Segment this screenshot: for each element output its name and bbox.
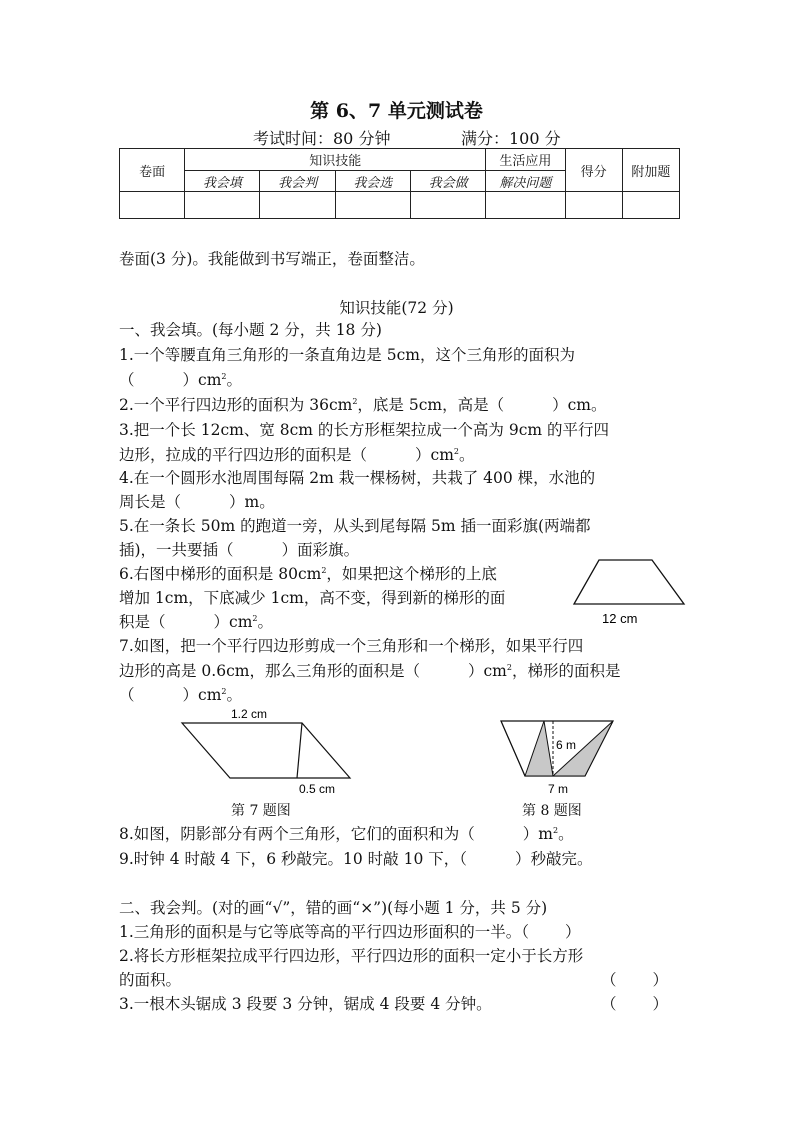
sub-header: 我会判	[260, 171, 335, 192]
q2-text-mid: ，底是 5cm，高是（	[357, 396, 505, 414]
q6-line1	[119, 562, 497, 587]
unit: ）cm	[467, 662, 507, 680]
part1-heading: 一、我会填。(每小题 2 分，共 18 分)	[119, 321, 382, 339]
score-cell[interactable]	[411, 192, 486, 219]
score-table	[119, 148, 680, 219]
sub-header: 我会做	[411, 171, 486, 192]
fig8-height-label: 6 m	[556, 738, 577, 752]
sub-header: 我会选	[335, 171, 410, 192]
q6-trapezoid-figure	[570, 556, 690, 628]
fig7-bottom-label: 0.5 cm	[299, 782, 336, 796]
judge-q3-paren	[601, 992, 668, 1017]
q9-line	[119, 847, 593, 872]
judge-q1-line	[119, 920, 581, 945]
paren-close: ）	[652, 971, 669, 989]
score-cell[interactable]	[185, 192, 260, 219]
q4-line2	[119, 490, 275, 515]
page-title: 第 6、7 单元测试卷	[310, 100, 483, 122]
q8-text: 8.如图，阴影部分有两个三角形，它们的面积和为（	[119, 825, 475, 843]
judge-q1-text: 1.三角形的面积是与它等底等高的平行四边形面积的一半。（	[119, 923, 530, 941]
trapezoid-shape	[574, 560, 684, 604]
score-cell[interactable]	[486, 192, 565, 219]
paren-close: ）	[652, 995, 669, 1013]
unit: ）cm	[213, 613, 253, 631]
q7-text-end: ，梯形的面积是	[511, 662, 621, 680]
period: 。	[226, 686, 243, 704]
score-cell[interactable]	[565, 192, 622, 219]
judge-q2-line1: 2.将长方形框架拉成平行四边形，平行四边形的面积一定小于长方形	[119, 947, 584, 965]
q6-text-end: ，如果把这个梯形的上底	[326, 565, 497, 583]
q6-line2: 增加 1cm，下底减少 1cm，高不变，得到新的梯形的面	[119, 589, 506, 607]
period: 。	[257, 613, 274, 631]
q9-text-end: ）秒敲完。	[515, 850, 593, 868]
fig8-caption: 第 8 题图	[522, 803, 582, 819]
q1-line2	[119, 368, 242, 393]
unit: ）cm	[182, 371, 222, 389]
q6-text: 积是（	[119, 613, 166, 631]
fig7-parallelogram-figure	[175, 704, 360, 799]
period: 。	[558, 825, 574, 843]
q6-line3	[119, 610, 273, 635]
full-score: 满分：100 分	[461, 129, 561, 148]
judge-q3-line: 3.一根木头锯成 3 段要 3 分钟，锯成 4 段要 4 分钟。	[119, 995, 492, 1013]
header-fujia: 附加题	[622, 149, 679, 192]
q9-text: 9.时钟 4 时敲 4 下，6 秒敲完。10 时敲 10 下，（	[119, 850, 467, 868]
q3-text: 边形，拉成的平行四边形的面积是（	[119, 446, 368, 464]
paren-close: ）	[565, 923, 581, 941]
section-title: 知识技能(72 分)	[339, 299, 454, 317]
score-cell[interactable]	[622, 192, 679, 219]
paren-open: （	[601, 971, 617, 989]
score-cell[interactable]	[335, 192, 410, 219]
q5-line1: 5.在一条长 50m 的跑道一旁，从头到尾每隔 5m 插一面彩旗(两端都	[119, 517, 591, 535]
paren-open: （	[601, 995, 617, 1013]
q4-line1: 4.在一个圆形水池周围每隔 2m 栽一棵杨树，共栽了 400 棵，水池的	[119, 469, 596, 487]
squared: 2	[221, 687, 227, 696]
exam-time: 考试时间：80 分钟	[253, 129, 391, 148]
judge-q2-paren	[601, 968, 668, 993]
q3-line1: 3.把一个长 12cm、宽 8cm 的长方形框架拉成一个高为 9cm 的平行四	[119, 421, 610, 439]
q5-text: 插)，一共要插（	[119, 541, 234, 559]
q6-text: 6.右图中梯形的面积是 80cm	[119, 565, 322, 583]
trapezoid-base-label: 12 cm	[602, 611, 638, 626]
header-defen: 得分	[565, 149, 622, 192]
q5-text-end: ）面彩旗。	[281, 541, 360, 559]
squared: 2	[506, 663, 512, 672]
part2-heading: 二、我会判。(对的画“√”，错的画“×”)(每小题 1 分，共 5 分)	[119, 899, 548, 917]
header-juanmian: 卷面	[120, 149, 185, 192]
unit: ）cm	[415, 446, 454, 464]
header-shenghuo: 生活应用	[486, 149, 565, 171]
header-zhishi: 知识技能	[185, 149, 486, 171]
fig8-trapezoid-figure	[495, 716, 625, 798]
q7-line2	[119, 659, 620, 684]
fig7-top-label: 1.2 cm	[231, 707, 268, 721]
unit: ）cm。	[552, 396, 607, 414]
q4-text: 周长是（	[119, 493, 182, 511]
period: 。	[459, 446, 475, 464]
paren-open: （	[119, 686, 135, 704]
unit: ）m	[522, 825, 553, 843]
squared: 2	[453, 447, 459, 456]
squared: 2	[352, 397, 358, 406]
parallelogram-shape	[182, 723, 350, 778]
q5-line2	[119, 538, 359, 563]
paren-open: （	[119, 371, 135, 389]
sub-header: 解决问题	[486, 171, 565, 192]
fig7-cut-line	[297, 723, 302, 778]
q1-line1: 1.一个等腰直角三角形的一条直角边是 5cm，这个三角形的面积为	[119, 346, 575, 364]
period: 。	[226, 371, 243, 389]
unit: ）cm	[182, 686, 222, 704]
shaded-triangle-left	[525, 721, 553, 776]
judge-q2-line2: 的面积。	[119, 971, 182, 989]
fig8-base-label: 7 m	[548, 782, 569, 796]
score-cell[interactable]	[120, 192, 185, 219]
score-cell[interactable]	[260, 192, 335, 219]
q2-line	[119, 393, 606, 418]
unit: ）m。	[229, 493, 275, 511]
fig7-caption: 第 7 题图	[231, 803, 291, 819]
squared: 2	[553, 826, 559, 835]
juanmian-line: 卷面(3 分)。我能做到书写端正，卷面整洁。	[119, 250, 425, 268]
fig8-edge	[501, 721, 525, 776]
squared: 2	[221, 372, 227, 381]
q7-text: 边形的高是 0.6cm，那么三角形的面积是（	[119, 662, 420, 680]
q3-line2	[119, 443, 475, 468]
q2-text: 2.一个平行四边形的面积为 36cm	[119, 396, 353, 414]
q8-line	[119, 822, 574, 847]
squared: 2	[321, 566, 327, 575]
q7-line1: 7.如图，把一个平行四边形剪成一个三角形和一个梯形，如果平行四	[119, 637, 584, 655]
squared: 2	[252, 614, 258, 623]
sub-header: 我会填	[185, 171, 260, 192]
